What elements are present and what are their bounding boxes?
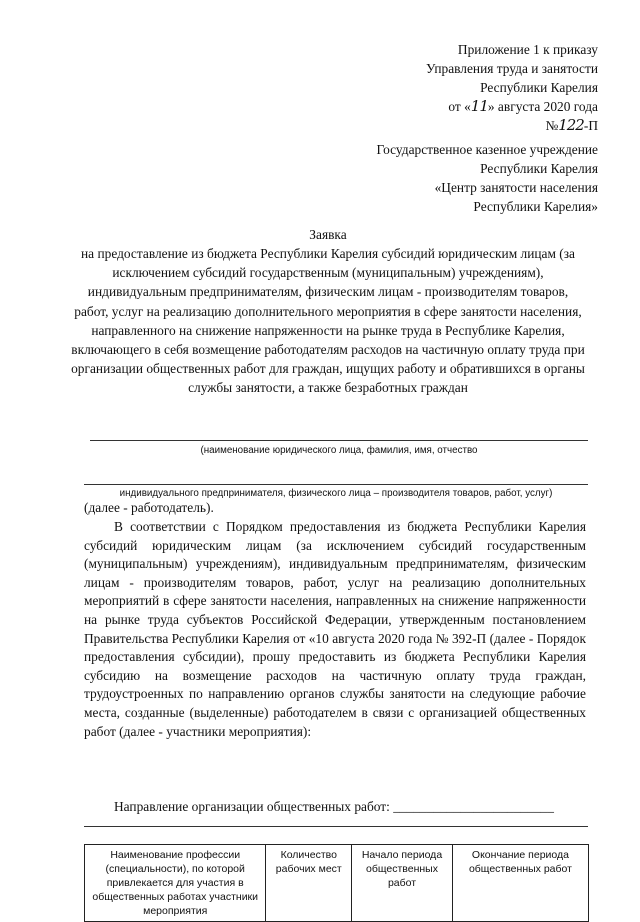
table-header-row	[85, 845, 589, 922]
direction-label: Направление организации общественных работ: ________________________	[114, 799, 554, 814]
number-handwritten: 122	[558, 116, 584, 134]
main-paragraph: В соответствии с Порядком предоставления из бюджета Республики Карелия субсидий юридическим лицам (за исключением субсидий государственным (муниципальным) учреждениям), индивидуальным предпринимателям, физическим лицам - производителям товаров, работ, услуг на реализацию дополнительных мероприятий в сфере занятости населения, направленных на снижение напряженности на рынке труда субъектов Российской Федерации, утвержденным постановлением Правительства Республики Карелия от «10 августа 2020 года № 392-П (далее - Порядок предоставления субсидии), прошу предоставить из бюджета Республики Карелия субсидию на возмещение расходов на частичную оплату труда граждан, трудоустроенных по направлению органов службы занятости на следующие рабочие места, созданные (выделенные) работодателем в связи с организацией общественных работ (далее - участники мероприятия):	[84, 519, 586, 739]
recipient-block	[377, 140, 598, 216]
applicant-name-line-2[interactable]	[84, 484, 588, 485]
date-suffix: » августа 2020 года	[487, 99, 598, 114]
appendix-line: Республики Карелия	[480, 80, 598, 95]
request-subtitle: на предоставление из бюджета Республики Карелия субсидий юридическим лицам (за исключением субсидий государственным (муниципальным) учреждениям), индивидуальным предпринимателям, физическим лицам - производителям товаров, работ, услуг на реализацию дополнительного мероприятия в сфере занятости населения, направленного на снижение напряженности на рынке труда в Республике Карелия, включающего в себя возмещение работодателям расходов на частичную оплату труда при организации общественных работ для граждан, ищущих работу и обратившихся в органы службы занятости, а также безработных граждан	[71, 246, 585, 396]
appendix-date	[426, 97, 598, 116]
applicant-caption-1: (наименование юридического лица, фамилия, имя, отчество	[200, 445, 478, 456]
request-title: Заявка	[309, 227, 347, 242]
direction-line[interactable]	[84, 826, 588, 827]
recipient-line: Республики Карелия»	[473, 199, 598, 214]
applicant-name-line[interactable]	[90, 440, 588, 441]
recipient-line: Государственное казенное учреждение	[376, 142, 598, 157]
table-header: Начало периода общественных работ	[352, 845, 453, 922]
employer-note: (далее - работодатель).	[84, 500, 214, 515]
workplaces-table	[84, 844, 589, 922]
table-header: Количество рабочих мест	[266, 845, 352, 922]
appendix-line: Приложение 1 к приказу	[457, 42, 598, 57]
appendix-header	[426, 40, 598, 135]
recipient-line: «Центр занятости населения	[434, 180, 598, 195]
appendix-line: Управления труда и занятости	[426, 61, 598, 76]
table-header: Окончание периода общественных работ	[452, 845, 588, 922]
recipient-line: Республики Карелия	[480, 161, 598, 176]
applicant-caption-2: индивидуального предпринимателя, физического лица – производителя товаров, работ, услуг)	[119, 488, 553, 499]
date-prefix: от «	[448, 99, 471, 114]
table-header: Наименование профессии (специальности), по которой привлекается для участия в общественных работах участники мероприятия	[85, 845, 266, 922]
appendix-number	[426, 116, 598, 135]
date-day-handwritten: 11	[470, 97, 488, 115]
number-suffix: -П	[583, 118, 598, 133]
number-prefix: №	[545, 118, 559, 133]
